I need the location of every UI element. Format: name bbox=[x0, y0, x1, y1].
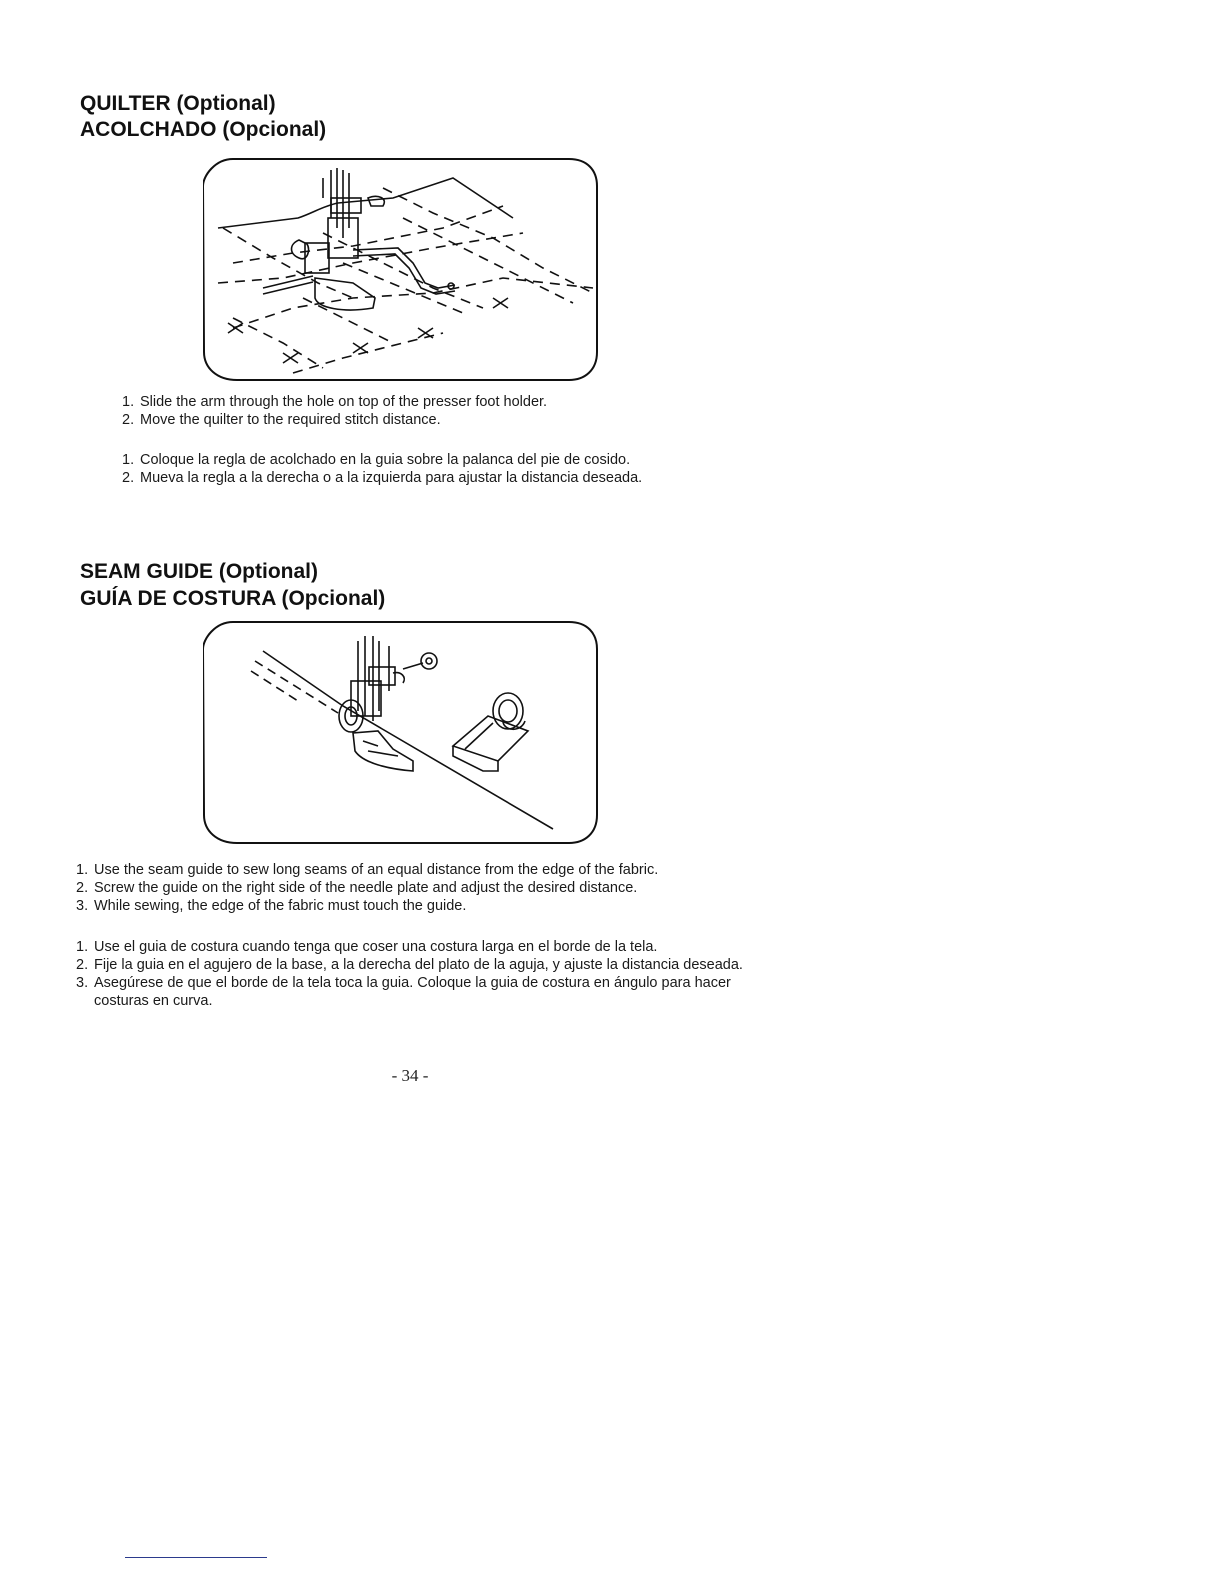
quilter-steps-en bbox=[122, 393, 762, 429]
list-item bbox=[76, 861, 766, 879]
list-item bbox=[76, 974, 766, 1010]
list-item bbox=[122, 411, 762, 429]
step-number: 2. bbox=[76, 880, 89, 896]
step-text: Use el guia de costura cuando tenga que coser una costura larga en el borde de la tela. bbox=[94, 939, 658, 955]
step-text: Slide the arm through the hole on top of the presser foot holder. bbox=[140, 394, 548, 410]
step-text: Asegúrese de que el borde de la tela toca la guia. Coloque la guia de costura en ángulo para hacer costuras en curva. bbox=[94, 975, 731, 1009]
step-number: 1. bbox=[122, 452, 135, 468]
seam-guide-steps-es bbox=[76, 938, 766, 1010]
step-text: Move the quilter to the required stitch distance. bbox=[140, 412, 441, 428]
step-number: 2. bbox=[122, 470, 135, 486]
seam-guide-heading-es: GUÍA DE COSTURA (Opcional) bbox=[80, 587, 386, 610]
step-text: Coloque la regla de acolchado en la guia sobre la palanca del pie de cosido. bbox=[140, 452, 631, 468]
step-number: 1. bbox=[122, 394, 135, 410]
list-item bbox=[122, 393, 762, 411]
step-number: 3. bbox=[76, 975, 89, 991]
step-text: Screw the guide on the right side of the needle plate and adjust the desired distance. bbox=[94, 880, 638, 896]
quilter-heading-es: ACOLCHADO (Opcional) bbox=[80, 118, 327, 141]
list-item bbox=[76, 879, 766, 897]
quilter-figure bbox=[203, 158, 599, 384]
step-text: Mueva la regla a la derecha o a la izquierda para ajustar la distancia deseada. bbox=[140, 470, 643, 486]
list-item bbox=[76, 938, 766, 956]
quilter-steps-es bbox=[122, 451, 762, 487]
quilter-heading-en: QUILTER (Optional) bbox=[80, 92, 276, 115]
step-number: 1. bbox=[76, 862, 89, 878]
step-number: 2. bbox=[122, 412, 135, 428]
footer-rule bbox=[125, 1557, 267, 1558]
quilter-illustration bbox=[203, 158, 599, 384]
list-item bbox=[76, 897, 766, 915]
step-number: 2. bbox=[76, 957, 89, 973]
seam-guide-heading-en: SEAM GUIDE (Optional) bbox=[80, 560, 318, 583]
step-text: Use the seam guide to sew long seams of an equal distance from the edge of the fabric. bbox=[94, 862, 659, 878]
seam-guide-illustration bbox=[203, 621, 599, 847]
list-item bbox=[122, 451, 762, 469]
list-item bbox=[122, 469, 762, 487]
step-number: 3. bbox=[76, 898, 89, 914]
seam-guide-steps-en bbox=[76, 861, 766, 915]
step-number: 1. bbox=[76, 939, 89, 955]
step-text: While sewing, the edge of the fabric must touch the guide. bbox=[94, 898, 467, 914]
step-text: Fije la guia en el agujero de la base, a la derecha del plato de la aguja, y ajuste la distancia deseada. bbox=[94, 957, 743, 973]
page-number: - 34 - bbox=[391, 1066, 429, 1085]
seam-guide-figure bbox=[203, 621, 599, 847]
list-item bbox=[76, 956, 766, 974]
